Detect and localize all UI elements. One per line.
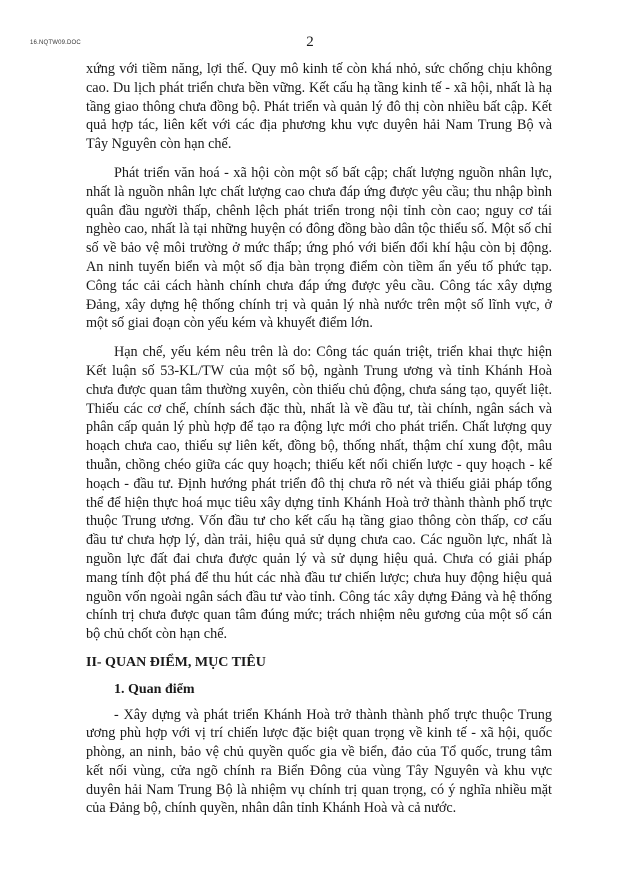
paragraph-causes: Hạn chế, yếu kém nêu trên là do: Công tác quán triệt, triển khai thực hiện Kết luận số 53-KL/TW của một số bộ, ngành Trung ương và tỉnh Khánh Hoà chưa được quan tâm thường xuyên, còn thiếu chủ động, chưa sáng tạo, quyết liệt. Thiếu các cơ chế, chính sách đặc thù, nhất là về đầu tư, tài chính, ngân sách và phân cấp quản lý phù hợp để tạo ra động lực mới cho phát triển. Chất lượng quy hoạch chưa cao, thiếu sự liên kết, đồng bộ, thống nhất, thậm chí xung đột, mâu thuẫn, chồng chéo giữa các quy hoạch; thiếu kết nối chiến lược - quy hoạch - kế hoạch - đầu tư. Định hướng phát triển đô thị chưa rõ nét và thiếu giải pháp tổng thể để hiện thực hoá mục tiêu xây dựng tỉnh Khánh Hoà trở thành thành phố trực thuộc Trung ương. Vốn đầu tư cho kết cấu hạ tầng giao thông còn thấp, cơ cấu đầu tư chưa hợp lý, dàn trải, hiệu quả sử dụng chưa cao. Các nguồn lực, nhất là nguồn lực đất đai chưa được quản lý và sử dụng hiệu quả. Chưa có giải pháp mang tính đột phá để thu hút các nhà đầu tư chiến lược; chưa huy động hiệu quả nguồn vốn ngoài ngân sách đầu tư vào tỉnh. Công tác xây dựng Đảng và hệ thống chính trị chưa được quan tâm đúng mức; trách nhiệm nêu gương của một số cán bộ chủ chốt còn hạn chế. <box>86 344 552 643</box>
document-body <box>86 60 552 818</box>
section-heading: II- QUAN ĐIỂM, MỤC TIÊU <box>86 654 266 670</box>
paragraph-continuation: xứng với tiềm năng, lợi thế. Quy mô kinh tế còn khá nhỏ, sức chống chịu không cao. Du lịch phát triển chưa bền vững. Kết cấu hạ tầng kinh tế - xã hội, nhất là hạ tầng giao thông chưa đồng bộ. Phát triển và quản lý đô thị còn nhiều bất cập. Kết quả hợp tác, liên kết với các địa phương khu vực duyên hải Nam Trung Bộ và Tây Nguyên còn hạn chế. <box>86 61 552 153</box>
paragraph-viewpoint: - Xây dựng và phát triển Khánh Hoà trở thành thành phố trực thuộc Trung ương phù hợp với vị trí chiến lược đặc biệt quan trọng về kinh tế - xã hội, quốc phòng, an ninh, bảo vệ chủ quyền quốc gia về biển, đảo của Tổ quốc, trung tâm kết nối vùng, cửa ngõ chính ra Biển Đông của vùng Tây Nguyên và khu vực duyên hải Nam Trung Bộ là nhiệm vụ chính trị quan trọng, có ý nghĩa nhiều mặt của Đảng bộ, chính quyền, nhân dân tỉnh Khánh Hoà và cả nước. <box>86 706 552 817</box>
page-number: 2 <box>306 34 314 50</box>
file-label: 16.NQTW09.DOC <box>30 40 81 46</box>
paragraph-culture-society: Phát triển văn hoá - xã hội còn một số bất cập; chất lượng nguồn nhân lực, nhất là nguồn nhân lực chất lượng cao chưa đáp ứng được yêu cầu; thu nhập bình quân đầu người thấp, chênh lệch phát triển trong nội tỉnh còn cao; nguy cơ tái nghèo cao, nhất là tại những huyện có đông đồng bào dân tộc thiểu số. Một số chỉ số về bảo vệ môi trường ở mức thấp; ứng phó với biến đổi khí hậu còn bị động. An ninh tuyến biển và một số địa bàn trọng điểm còn tiềm ẩn yếu tố phức tạp. Công tác cải cách hành chính chưa đáp ứng được yêu cầu. Công tác xây dựng Đảng, xây dựng hệ thống chính trị và quản lý nhà nước trên một số lĩnh vực, ở một số giai đoạn còn yếu kém và khuyết điểm lớn. <box>86 164 552 332</box>
subsection-heading: 1. Quan điểm <box>114 681 195 697</box>
